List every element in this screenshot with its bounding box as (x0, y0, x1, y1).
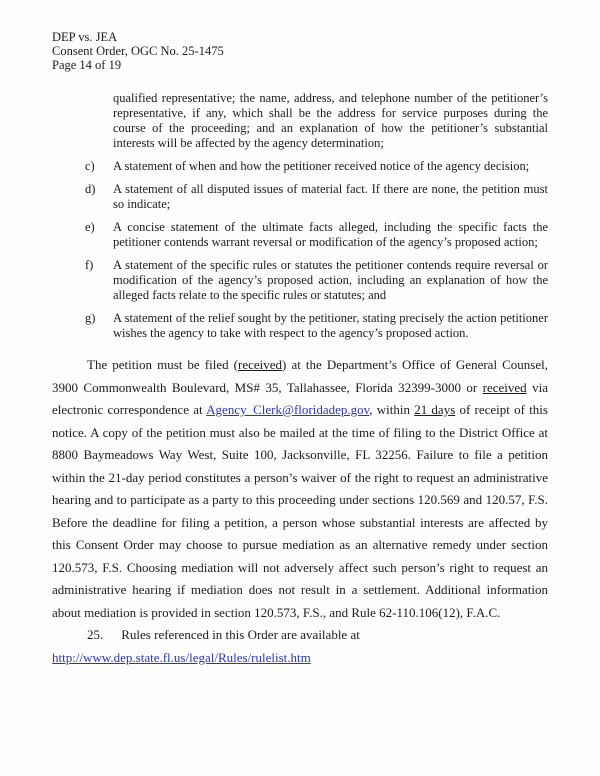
header-page-number: Page 14 of 19 (52, 58, 122, 72)
list-item-text: A statement of the relief sought by the petitioner, stating precisely the action petitioner wishes the agency to take with respect to the agency’s proposed action. (113, 311, 548, 340)
underlined-text: 21 days (414, 402, 456, 417)
header-order-number: Consent Order, OGC No. 25-1475 (52, 44, 224, 58)
list-marker: d) (85, 182, 96, 196)
list-item-text: A statement of the specific rules or statutes the petitioner contends require reversal or modification of the agency’s proposed action, including an explanation of how the alleged facts relate to the specific rules or statutes; and (113, 258, 548, 302)
agency-clerk-email-link[interactable]: Agency_Clerk@floridadep.gov (206, 402, 370, 417)
text-run: ) at the Department’s Office of General Counsel, 3900 Commonwealth Boulevard, MS# 35, Tallahassee, Florida 32399-3000 or (52, 357, 548, 395)
list-item-text: A statement of all disputed issues of material fact. If there are none, the petition must so indicate; (113, 182, 548, 211)
list-item-text: A statement of when and how the petitioner received notice of the agency decision; (113, 159, 530, 173)
text-run: of receipt of this notice. A copy of the petition must also be mailed at the time of filing to the District Office at 8800 Baymeadows Way West, Suite 100, Jacksonville, FL 32256. Failure to file a petition within the 21-day period constitutes a person’s waiver of the right to request an administrative hearing and to participate as a party to this proceeding under sections 120.569 and 120.57, F.S. Before the deadline for filing a petition, a person whose substantial interests are affected by this Consent Order may choose to pursue mediation as an alternative remedy under section 120.573, F.S. Choosing mediation will not adversely affect such person’s right to request an administrative hearing if mediation does not result in a settlement. Additional information about mediation is provided in section 120.573, F.S., and Rule 62-110.106(12), F.A.C. (52, 402, 548, 620)
list-item-g (85, 311, 548, 341)
header-case-title: DEP vs. JEA (52, 30, 118, 44)
list-item-text: A concise statement of the ultimate facts alleged, including the specific facts the petitioner contends warrant reversal or modification of the agency’s proposed action; (113, 220, 548, 249)
list-item-c (85, 159, 548, 174)
list-marker: e) (85, 220, 95, 234)
paragraph-number: 25. (87, 627, 104, 642)
underlined-text: received (238, 357, 283, 372)
rules-list-link[interactable]: http://www.dep.state.fl.us/legal/Rules/rulelist.htm (52, 649, 311, 665)
list-marker: f) (85, 258, 94, 272)
document-header (52, 30, 548, 72)
list-item-e (85, 220, 548, 250)
list-marker: g) (85, 311, 96, 325)
paragraph-continuation: qualified representative; the name, address, and telephone number of the petitioner’s representative, if any, which shall be the address for service purposes during the course of the proceeding; and an explanation of how the petitioner’s substantial interests will be affected by the agency determination; (113, 91, 548, 150)
underlined-text: received (482, 379, 527, 395)
text-run: The petition must be filed ( (87, 357, 239, 372)
rules-reference-text: Rules referenced in this Order are available at (121, 627, 360, 642)
list-item-d (85, 182, 548, 212)
list-item-f (85, 258, 548, 303)
text-run: via electronic correspondence at (52, 379, 548, 417)
list-marker: c) (85, 159, 95, 173)
text-run: , within (369, 402, 415, 417)
paragraph-petition-filing (52, 354, 548, 624)
paragraph-rules-reference (52, 624, 548, 669)
